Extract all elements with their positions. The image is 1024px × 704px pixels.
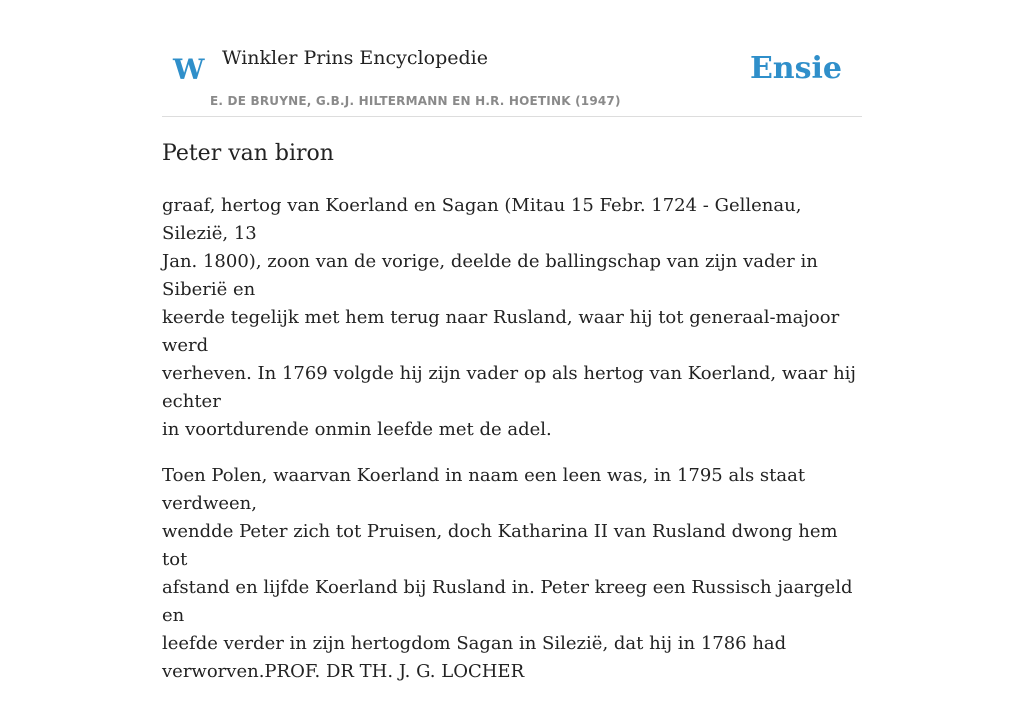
source-authors: E. DE BRUYNE, G.B.J. HILTERMANN EN H.R. HOETINK (1947) [210,94,621,108]
article-body [162,192,862,704]
article-paragraph: graaf, hertog van Koerland en Sagan (Mitau 15 Febr. 1724 - Gellenau, Silezië, 13 Jan. 1800), zoon van de vorige, deelde de ballingschap van zijn vader in Siberië en keerde tegelijk met hem terug naar Rusland, waar hij tot generaal-majoor werd verheven. In 1769 volgde hij zijn vader op als hertog van Koerland, waar hij echter in voortdurende onmin leefde met de adel. [162,195,856,440]
source-title[interactable]: Winkler Prins Encyclopedie [222,47,488,69]
source-logo-letter: W [173,53,205,86]
article-paragraph: Toen Polen, waarvan Koerland in naam een leen was, in 1795 als staat verdween, wendde Peter zich tot Pruisen, doch Katharina II van Rusland dwong hem tot afstand en lijfde Koerland bij Rusland in. Peter kreeg een Russisch jaargeld en leefde verder in zijn hertogdom Sagan in Silezië, dat hij in 1786 had verworven.PROF. DR TH. J. G. LOCHER [162,465,853,682]
article-title: Peter van biron [162,141,334,166]
ensie-logo[interactable]: Ensie [749,51,842,86]
source-header [162,0,862,117]
